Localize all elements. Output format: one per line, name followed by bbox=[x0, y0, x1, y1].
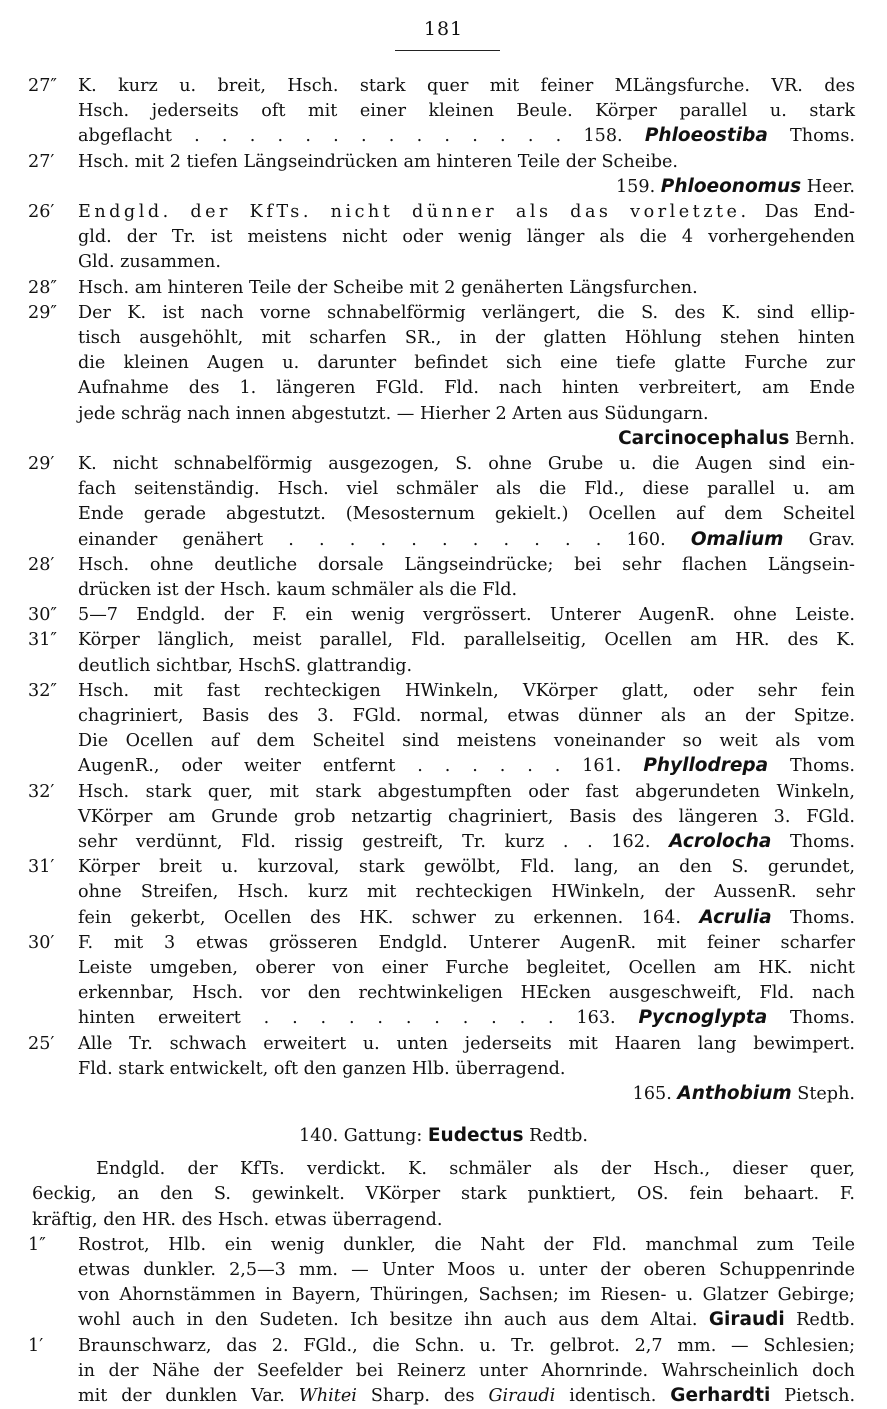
line-body: einander genähert . . . . . . . . . . . 160. bbox=[78, 530, 666, 550]
line-text bbox=[78, 1056, 855, 1082]
line-text bbox=[78, 249, 855, 275]
line-body: erkennbar, Hsch. vor den rechtwinkeligen HEcken ausgeschweift, Fld. nach bbox=[78, 983, 855, 1003]
author-name: Pietsch. bbox=[784, 1386, 856, 1406]
line-body: 5—7 Endgld. der F. ein wenig vergrössert. Unterer AugenR. ohne Leiste. bbox=[78, 605, 855, 625]
species-name: Giraudi bbox=[708, 1309, 785, 1330]
text-line bbox=[0, 905, 887, 931]
variety-name: Whitei bbox=[298, 1386, 357, 1406]
section-heading bbox=[0, 1123, 887, 1149]
line-text bbox=[78, 955, 855, 981]
line-body: kräftig, den HR. des Hsch. etwas überragend. bbox=[32, 1210, 443, 1230]
line-body: Leiste umgeben, oberer von einer Furche begleitet, Ocellen am HK. nicht bbox=[78, 958, 855, 978]
text-line bbox=[0, 653, 887, 679]
author-name: Redtb. bbox=[796, 1310, 856, 1330]
line-text bbox=[78, 1232, 855, 1258]
line-text bbox=[78, 753, 855, 779]
line-body: K. nicht schnabelförmig ausgezogen, S. ohne Grube u. die Augen sind ein- bbox=[78, 454, 855, 474]
genus-name: Carcinocephalus bbox=[618, 428, 790, 449]
line-body: AugenR., oder weiter entfernt . . . . . . 161. bbox=[78, 756, 622, 776]
line-text bbox=[78, 1333, 855, 1359]
couplet-number: 29″ bbox=[28, 303, 57, 323]
text-line bbox=[0, 804, 887, 830]
text-line bbox=[0, 1207, 887, 1233]
line-text bbox=[78, 1005, 855, 1031]
text-line bbox=[0, 325, 887, 351]
text-line bbox=[0, 552, 887, 578]
text-line bbox=[0, 401, 887, 427]
line-body: mit der dunklen Var. bbox=[78, 1386, 285, 1406]
couplet-number: 25′ bbox=[28, 1034, 55, 1054]
line-body: VKörper am Grunde grob netzartig chagriniert, Basis des längeren 3. FGld. bbox=[78, 807, 855, 827]
text-line bbox=[0, 980, 887, 1006]
couplet-number: 26′ bbox=[28, 202, 55, 222]
line-body: Hsch. jederseits oft mit einer kleinen Beule. Körper parallel u. stark bbox=[78, 101, 855, 121]
couplet-number: 32′ bbox=[28, 782, 55, 802]
line-body: fach seitenständig. Hsch. viel schmäler als die Fld., diese parallel u. am bbox=[78, 479, 855, 499]
line-body: Körper breit u. kurzoval, stark gewölbt, Fld. lang, an den S. gerundet, bbox=[78, 857, 855, 877]
line-body: Die Ocellen auf dem Scheitel sind meistens voneinander so weit als vom bbox=[78, 731, 855, 751]
text-line bbox=[0, 1056, 887, 1082]
text-line bbox=[0, 350, 887, 376]
line-body: hinten erweitert . . . . . . . . . . . 163. bbox=[78, 1008, 616, 1028]
text-line bbox=[0, 854, 887, 880]
line-body: in der Nähe der Seefelder bei Reinerz unter Ahornrinde. Wahrscheinlich doch bbox=[78, 1361, 855, 1381]
line-text bbox=[78, 577, 855, 603]
line-body: ohne Streifen, Hsch. kurz mit rechteckigen HWinkeln, der AussenR. sehr bbox=[78, 882, 855, 902]
text-line bbox=[0, 451, 887, 477]
author-name: Bernh. bbox=[794, 429, 855, 449]
heading-genus: Eudectus bbox=[427, 1125, 524, 1146]
line-text bbox=[78, 1081, 855, 1107]
line-body: Alle Tr. schwach erweitert u. unten jederseits mit Haaren lang bewimpert. bbox=[78, 1034, 855, 1054]
text-line bbox=[0, 779, 887, 805]
line-body: Rostrot, Hlb. ein wenig dunkler, die Naht der Fld. manchmal zum Teile bbox=[78, 1235, 855, 1255]
text-line bbox=[0, 627, 887, 653]
line-body: Hsch. am hinteren Teile der Scheibe mit 2 genäherten Längsfurchen. bbox=[78, 278, 698, 298]
text-line bbox=[0, 123, 887, 149]
genus-name: Phloeostiba bbox=[644, 125, 768, 146]
author-name: Thoms. bbox=[790, 1008, 855, 1028]
line-text bbox=[78, 1358, 855, 1384]
line-text bbox=[78, 779, 855, 805]
couplet-number: 31″ bbox=[28, 630, 57, 650]
author-name: Heer. bbox=[806, 177, 855, 197]
genus-name: Acrolocha bbox=[669, 831, 772, 852]
line-text bbox=[78, 451, 855, 477]
heading-author: Redtb. bbox=[529, 1126, 588, 1146]
line-text bbox=[78, 804, 855, 830]
line-text bbox=[78, 879, 855, 905]
spaced-heading: Endgld. der KfTs. nicht dünner als das vorletzte. bbox=[78, 202, 750, 222]
line-body: Ende gerade abgestutzt. (Mesosternum gekielt.) Ocellen auf dem Scheitel bbox=[78, 504, 855, 524]
author-name: Thoms. bbox=[790, 832, 855, 852]
line-body: tisch ausgehöhlt, mit scharfen SR., in der glatten Höhlung stehen hinten bbox=[78, 328, 855, 348]
text-line bbox=[0, 224, 887, 250]
line-body: K. kurz u. breit, Hsch. stark quer mit feiner MLängsfurche. VR. des bbox=[78, 76, 855, 96]
line-body: Hsch. stark quer, mit stark abgestumpften oder fast abgerundeten Winkeln, bbox=[78, 782, 855, 802]
line-body: wohl auch in den Sudeten. Ich besitze ihn auch aus dem Altai. bbox=[78, 1310, 698, 1330]
text-line bbox=[0, 577, 887, 603]
line-text bbox=[78, 1257, 855, 1283]
line-text bbox=[78, 829, 855, 855]
line-text bbox=[96, 1156, 855, 1182]
text-line bbox=[0, 829, 887, 855]
line-body: etwas dunkler. 2,5—3 mm. — Unter Moos u. unter der oberen Schuppenrinde bbox=[78, 1260, 855, 1280]
line-body: Sharp. des bbox=[370, 1386, 475, 1406]
text-line bbox=[0, 1358, 887, 1384]
couplet-number: 1″ bbox=[28, 1235, 46, 1255]
header-rule bbox=[395, 50, 500, 51]
text-line bbox=[0, 275, 887, 301]
line-body: Aufnahme des 1. längeren FGld. Fld. nach hinten verbreitert, am Ende bbox=[78, 378, 855, 398]
text-line bbox=[0, 249, 887, 275]
line-text bbox=[32, 1207, 855, 1233]
line-text bbox=[78, 728, 855, 754]
genus-name: Pycnoglypta bbox=[638, 1007, 768, 1028]
author-name: Thoms. bbox=[790, 756, 856, 776]
line-body: deutlich sichtbar, HschS. glattrandig. bbox=[78, 656, 413, 676]
couplet-number: 31′ bbox=[28, 857, 55, 877]
author-name: Grav. bbox=[808, 530, 856, 550]
line-body: F. mit 3 etwas grösseren Endgld. Unterer AugenR. mit feiner scharfer bbox=[78, 933, 855, 953]
line-body: Braunschwarz, das 2. FGld., die Schn. u. Tr. gelbrot. 2,7 mm. — Schlesien; bbox=[78, 1336, 855, 1356]
couplet-number: 28″ bbox=[28, 278, 57, 298]
text-line bbox=[0, 375, 887, 401]
line-body: 159. bbox=[615, 177, 656, 197]
genus-name: Phyllodrepa bbox=[643, 755, 769, 776]
line-body: abgeflacht . . . . . . . . . . . . . . 158. bbox=[78, 126, 623, 146]
line-text bbox=[78, 98, 855, 124]
couplet-number: 30′ bbox=[28, 933, 55, 953]
text-line bbox=[0, 703, 887, 729]
line-text bbox=[78, 627, 855, 653]
text-line bbox=[0, 1333, 887, 1359]
line-text bbox=[78, 1031, 855, 1057]
couplet-number: 1′ bbox=[28, 1336, 44, 1356]
author-name: Steph. bbox=[797, 1084, 855, 1104]
line-text bbox=[78, 854, 855, 880]
line-body: von Ahornstämmen in Bayern, Thüringen, Sachsen; im Riesen- u. Glatzer Gebirge; bbox=[78, 1285, 855, 1305]
line-text bbox=[78, 905, 855, 931]
text-line bbox=[0, 1081, 887, 1107]
line-text bbox=[78, 476, 855, 502]
text-line bbox=[0, 879, 887, 905]
author-name: Thoms. bbox=[790, 908, 856, 928]
couplet-number: 30″ bbox=[28, 605, 57, 625]
text-line bbox=[0, 527, 887, 553]
line-text bbox=[78, 653, 855, 679]
line-text bbox=[78, 73, 855, 99]
page-number: 181 bbox=[423, 18, 464, 40]
text-line bbox=[0, 501, 887, 527]
text-line bbox=[0, 602, 887, 628]
line-text bbox=[78, 224, 855, 250]
line-body: Hsch. ohne deutliche dorsale Längseindrücke; bei sehr flachen Längsein- bbox=[78, 555, 855, 575]
text-line bbox=[0, 73, 887, 99]
text-line bbox=[0, 1156, 887, 1182]
line-body: 6eckig, an den S. gewinkelt. VKörper stark punktiert, OS. fein behaart. F. bbox=[32, 1184, 855, 1204]
line-body: fein gekerbt, Ocellen des HK. schwer zu erkennen. 164. bbox=[78, 908, 681, 928]
line-text bbox=[32, 1181, 855, 1207]
line-body: 165. bbox=[632, 1084, 672, 1104]
couplet-number: 32″ bbox=[28, 681, 57, 701]
text-line bbox=[0, 1005, 887, 1031]
text-line bbox=[0, 1307, 887, 1333]
line-body: Der K. ist nach vorne schnabelförmig verlängert, die S. des K. sind ellip- bbox=[78, 303, 855, 323]
line-text bbox=[78, 426, 855, 452]
line-text bbox=[78, 1383, 855, 1409]
line-text bbox=[78, 174, 855, 200]
line-body: Endgld. der KfTs. verdickt. K. schmäler als der Hsch., dieser quer, bbox=[96, 1159, 855, 1179]
line-text bbox=[78, 123, 855, 149]
couplet-number: 27″ bbox=[28, 76, 57, 96]
line-text bbox=[78, 980, 855, 1006]
text-line bbox=[0, 174, 887, 200]
author-name: Thoms. bbox=[790, 126, 855, 146]
line-text bbox=[78, 199, 855, 225]
line-text bbox=[78, 527, 855, 553]
line-text bbox=[78, 350, 855, 376]
genus-name: Acrulia bbox=[699, 907, 772, 928]
genus-name: Phloeonomus bbox=[660, 176, 802, 197]
line-text bbox=[78, 678, 855, 704]
text-line bbox=[0, 149, 887, 175]
line-body: Hsch. mit fast rechteckigen HWinkeln, VKörper glatt, oder sehr fein bbox=[78, 681, 855, 701]
text-line bbox=[0, 199, 887, 225]
line-body: Fld. stark entwickelt, oft den ganzen Hlb. überragend. bbox=[78, 1059, 566, 1079]
text-line bbox=[0, 300, 887, 326]
line-text bbox=[78, 149, 855, 175]
text-line bbox=[0, 1257, 887, 1283]
line-text bbox=[78, 1282, 855, 1308]
line-text bbox=[78, 401, 855, 427]
line-text bbox=[78, 703, 855, 729]
line-text bbox=[78, 325, 855, 351]
genus-name: Omalium bbox=[690, 529, 784, 550]
line-body: jede schräg nach innen abgestutzt. — Hierher 2 Arten aus Südungarn. bbox=[78, 404, 709, 424]
line-body: drücken ist der Hsch. kaum schmäler als die Fld. bbox=[78, 580, 518, 600]
text-line bbox=[0, 955, 887, 981]
text-line bbox=[0, 753, 887, 779]
heading-prefix: 140. Gattung: bbox=[299, 1126, 423, 1146]
text-line bbox=[0, 1181, 887, 1207]
text-line bbox=[0, 930, 887, 956]
genus-name: Anthobium bbox=[677, 1083, 792, 1104]
line-text bbox=[78, 300, 855, 326]
line-body: die kleinen Augen u. darunter befindet sich eine tiefe glatte Furche zur bbox=[78, 353, 855, 373]
text-line bbox=[0, 1282, 887, 1308]
line-body: sehr verdünnt, Fld. rissig gestreift, Tr. kurz . . 162. bbox=[78, 832, 651, 852]
species-ref: Giraudi bbox=[488, 1386, 556, 1406]
line-body: Das End- bbox=[764, 202, 855, 222]
line-text bbox=[78, 1307, 855, 1333]
text-line bbox=[0, 1383, 887, 1409]
couplet-number: 27′ bbox=[28, 152, 55, 172]
line-text bbox=[78, 930, 855, 956]
line-body: Gld. zusammen. bbox=[78, 252, 221, 272]
line-body: Körper länglich, meist parallel, Fld. parallelseitig, Ocellen am HR. des K. bbox=[78, 630, 855, 650]
couplet-number: 28′ bbox=[28, 555, 55, 575]
section-heading-text bbox=[32, 1123, 855, 1149]
text-line bbox=[0, 728, 887, 754]
line-body: identisch. bbox=[569, 1386, 657, 1406]
species-name: Gerhardti bbox=[670, 1385, 771, 1406]
text-line bbox=[0, 1031, 887, 1057]
line-text bbox=[78, 602, 855, 628]
couplet-number: 29′ bbox=[28, 454, 55, 474]
line-text bbox=[78, 552, 855, 578]
line-body: chagriniert, Basis des 3. FGld. normal, etwas dünner als an der Spitze. bbox=[78, 706, 855, 726]
line-text bbox=[78, 375, 855, 401]
text-line bbox=[0, 476, 887, 502]
text-line bbox=[0, 98, 887, 124]
text-line bbox=[0, 426, 887, 452]
text-line bbox=[0, 678, 887, 704]
text-line bbox=[0, 1232, 887, 1258]
line-body: Hsch. mit 2 tiefen Längseindrücken am hinteren Teile der Scheibe. bbox=[78, 152, 679, 172]
line-text bbox=[78, 275, 855, 301]
line-text bbox=[78, 501, 855, 527]
line-body: gld. der Tr. ist meistens nicht oder wenig länger als die 4 vorhergehenden bbox=[78, 227, 855, 247]
